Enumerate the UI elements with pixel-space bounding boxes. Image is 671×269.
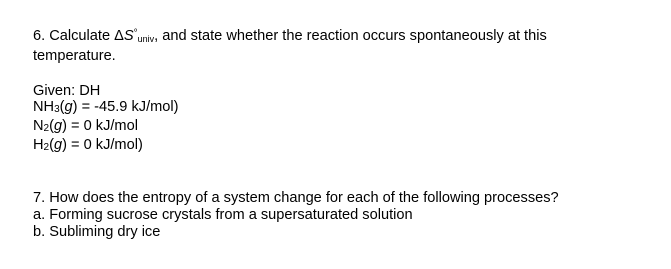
univ-subscript: univ [137, 34, 155, 44]
formula-base: NH [33, 99, 55, 115]
formula-subscript: 2 [43, 123, 50, 134]
given-value: = -45.9 kJ/mol) [77, 99, 179, 115]
degree-symbol: ° [133, 28, 138, 39]
given-item-h2: $H_2(g) = 0$ kJ/mol) [33, 137, 143, 153]
question-6-suffix: , and state whether the reaction occurs spontaneously at this [154, 28, 547, 44]
given-value: = 0 kJ/mol) [66, 137, 143, 153]
formula-base: N [33, 118, 44, 134]
given-item-n2: $N_2(g) = 0$ kJ/mol [33, 118, 138, 134]
phase-label: g [53, 118, 63, 134]
given-header: Given: DH [33, 83, 101, 99]
formula-subscript: 3 [54, 104, 60, 115]
question-6-line-2: temperature. [33, 48, 116, 64]
document-body [33, 25, 653, 241]
question-7-part-a: a. Forming sucrose crystals from a supersaturated solution [33, 207, 413, 223]
question-7-part-b: b. Subliming dry ice [33, 224, 161, 240]
formula-base: H [33, 137, 44, 153]
question-7-prompt: 7. How does the entropy of a system change for each of the following processes? [33, 190, 559, 206]
given-item-nh3: $NH_3(g) = -45.9$ kJ/mol) [33, 99, 179, 115]
given-value: = 0 kJ/mol [66, 118, 138, 134]
question-6-line-1 [33, 25, 653, 48]
phase-label: g [53, 137, 63, 153]
question-6-prefix: 6. Calculate Δ [33, 28, 124, 44]
question-7-block [33, 190, 653, 241]
phase-label: g [64, 99, 73, 115]
given-block [33, 83, 653, 156]
entropy-symbol: S [123, 28, 134, 44]
formula-subscript: 2 [43, 142, 50, 153]
